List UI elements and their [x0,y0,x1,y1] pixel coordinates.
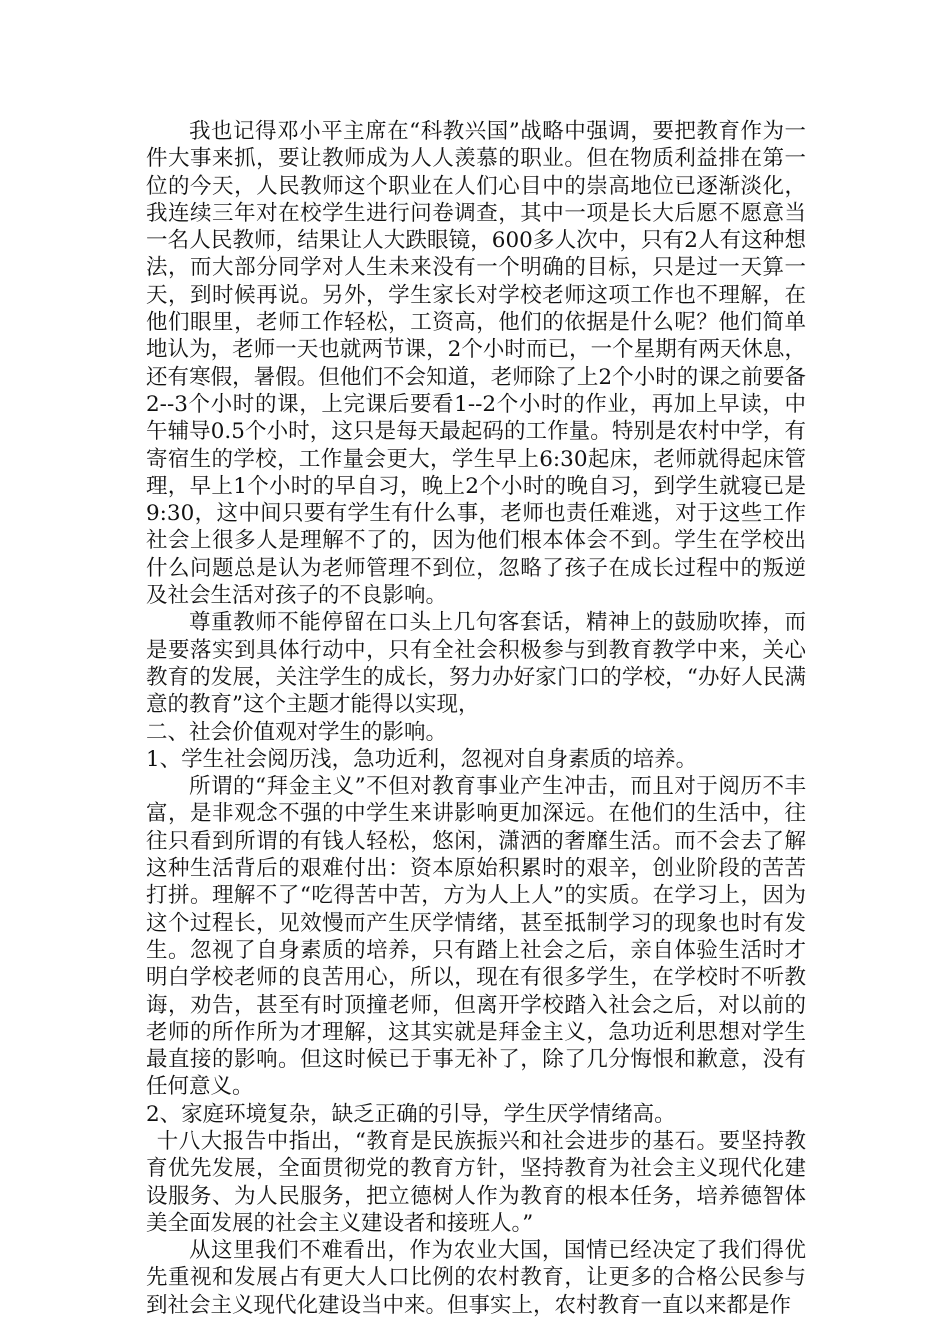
paragraph-money-worship: 所谓的“拜金主义”不但对教育事业产生冲击，而且对于阅历不丰富，是非观念不强的中学生来讲影响更加深远。在他们的生活中，往往只看到所谓的有钱人轻松，悠闲，潇洒的奢靡生活。而不会去了解这种生活背后的艰难付出：资本原始积累时的艰辛，创业阶段的苦苦打拼。理解不了“吃得苦中苦，方为人上人”的实质。在学习上，因为这个过程长，见效慢而产生厌学情绪，甚至抵制学习的现象也时有发生。忽视了自身素质的培养，只有踏上社会之后，亲自体验生活时才明白学校老师的良苦用心，所以，现在有很多学生，在学校时不听教诲，劝告，甚至有时顶撞老师，但离开学校踏入社会之后，对以前的老师的所作所为才理解，这其实就是拜金主义，急功近利思想对学生最直接的影响。但这时候已于事无补了，除了几分悔恨和歉意，没有任何意义。 [146,774,806,1100]
document-page [146,118,806,1319]
paragraph-respect-teachers: 尊重教师不能停留在口头上几句客套话，精神上的鼓励吹捧，而是要落实到具体行动中，只有全社会积极参与到教育教学中来，关心教育的发展，关注学生的成长，努力办好家门口的学校，“办好人民满意的教育”这个主题才能得以实现， [146,610,806,718]
subheading-family-environment: 2、家庭环境复杂，缺乏正确的引导，学生厌学情绪高。 [146,1101,676,1127]
paragraph-congress-report: 十八大报告中指出，“教育是民族振兴和社会进步的基石。要坚持教育优先发展，全面贯彻党的教育方针，坚持教育为社会主义现代化建设服务、为人民服务，把立德树人作为教育的根本任务，培养德智体美全面发展的社会主义建设者和接班人。” [146,1128,806,1236]
paragraph-teacher-status: 我也记得邓小平主席在“科教兴国”战略中强调，要把教育作为一件大事来抓，要让教师成为人人羡慕的职业。但在物质利益排在第一位的今天，人民教师这个职业在人们心目中的崇高地位已逐渐淡化，我连续三年对在校学生进行问卷调查，其中一项是长大后愿不愿意当一名人民教师，结果让人大跌眼镜，600多人次中，只有2人有这种想法，而大部分同学对人生未来没有一个明确的目标，只是过一天算一天，到时候再说。另外，学生家长对学校老师这项工作也不理解，在他们眼里，老师工作轻松，工资高，他们的依据是什么呢？他们简单地认为，老师一天也就两节课，2个小时而已，一个星期有两天休息，还有寒假，暑假。但他们不会知道，老师除了上2个小时的课之前要备2--3个小时的课，上完课后要看1--2个小时的作业，再加上早读，中午辅导0.5个小时，这只是每天最起码的工作量。特别是农村中学，有寄宿生的学校，工作量会更大，学生早上6:30起床，老师就得起床管理，早上1个小时的早自习，晚上2个小时的晚自习，到学生就寝已是9:30，这中间只要有学生有什么事，老师也责任难逃，对于这些工作社会上很多人是理解不了的，因为他们根本体会不到。学生在学校出什么问题总是认为老师管理不到位，忽略了孩子在成长过程中的叛逆及社会生活对孩子的不良影响。 [146,119,806,609]
subheading-experience: 1、学生社会阅历浅，急功近利，忽视对自身素质的培养。 [146,746,698,772]
paragraph-rural-education: 从这里我们不难看出，作为农业大国，国情已经决定了我们得优先重视和发展占有更大人口比例的农村教育，让更多的合格公民参与到社会主义现代化建设当中来。但事实上，农村教育一直以来都是作 [146,1238,806,1318]
section-heading-social-values: 二、社会价值观对学生的影响。 [146,719,448,745]
